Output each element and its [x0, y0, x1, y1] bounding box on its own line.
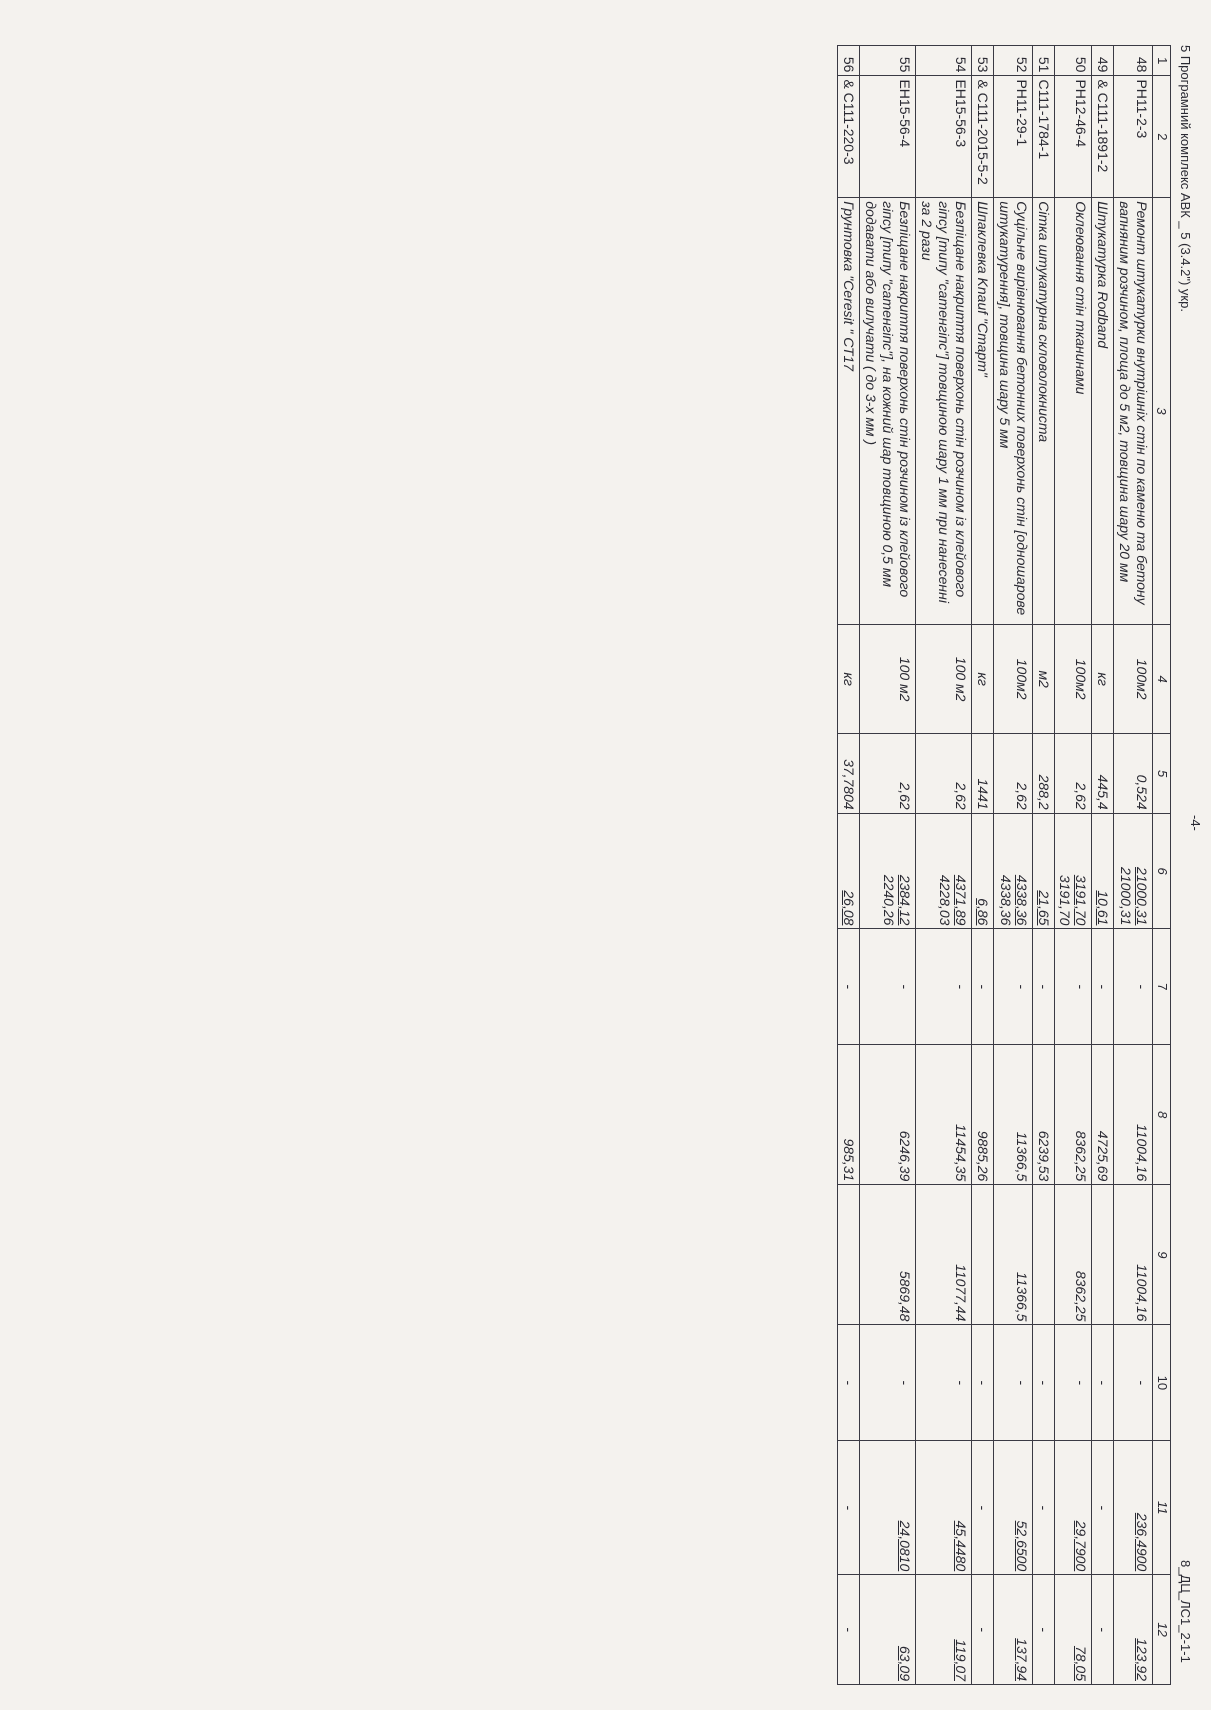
table-row — [1055, 46, 1092, 1685]
resource-code: & С111-220-3 — [838, 76, 860, 198]
table-row — [1114, 46, 1153, 1685]
table-row — [916, 46, 972, 1685]
row-number: 50 — [1055, 46, 1092, 76]
unit: кг — [838, 624, 860, 734]
labor-total: - — [1033, 1575, 1055, 1685]
table-row — [1092, 46, 1114, 1685]
quantity: 2,62 — [916, 734, 972, 813]
labor-total: 78,05 — [1055, 1575, 1092, 1685]
row-number: 54 — [916, 46, 972, 76]
work-description: Сітка штукатурна скловолокниста — [1033, 198, 1055, 625]
unit-cost — [972, 813, 994, 929]
labor-total: - — [1092, 1575, 1114, 1685]
unit-cost-total: 6,86 — [975, 898, 991, 926]
col7-value: - — [994, 929, 1033, 1045]
labor-total: 123,92 — [1114, 1575, 1153, 1685]
col-header: 10 — [1153, 1325, 1171, 1441]
estimate-table — [837, 45, 1171, 1685]
labor-per-unit: - — [972, 1441, 994, 1575]
unit-cost-total: 4371,89 — [953, 874, 969, 926]
unit-cost — [1114, 813, 1153, 929]
col-header: 4 — [1153, 624, 1171, 734]
col-header: 7 — [1153, 929, 1171, 1045]
unit-cost-total: 21000,31 — [1134, 867, 1150, 926]
unit-cost — [1033, 813, 1055, 929]
labor-per-unit: - — [1092, 1441, 1114, 1575]
resource-code: РН11-29-1 — [994, 76, 1033, 198]
labor-total: - — [972, 1575, 994, 1685]
unit: кг — [972, 624, 994, 734]
labor-per-unit: 45,4480 — [916, 1441, 972, 1575]
row-number: 55 — [860, 46, 916, 76]
row-number: 48 — [1114, 46, 1153, 76]
labor-total: 63,09 — [860, 1575, 916, 1685]
unit-cost — [916, 813, 972, 929]
resource-code: & С111-2015-5-2 — [972, 76, 994, 198]
total-cost: 9885,26 — [972, 1045, 994, 1185]
unit-cost-total: 21,65 — [1036, 890, 1052, 926]
unit: кг — [1092, 624, 1114, 734]
table-row — [994, 46, 1033, 1685]
resource-code: РН11-2-3 — [1114, 76, 1153, 198]
unit-cost-wages: 21000,31 — [1118, 867, 1134, 926]
unit-cost — [860, 813, 916, 929]
labor-total: 137,94 — [994, 1575, 1033, 1685]
col-header: 8 — [1153, 1045, 1171, 1185]
labor-per-unit: - — [1033, 1441, 1055, 1575]
col10-value: - — [1033, 1325, 1055, 1441]
col-header: 6 — [1153, 813, 1171, 929]
wages-cost — [972, 1185, 994, 1325]
unit: 100 м2 — [860, 624, 916, 734]
unit-cost-total: 10,61 — [1095, 890, 1111, 926]
row-number: 51 — [1033, 46, 1055, 76]
col7-value: - — [972, 929, 994, 1045]
col10-value: - — [916, 1325, 972, 1441]
unit-cost — [994, 813, 1033, 929]
wages-cost: 8362,25 — [1055, 1185, 1092, 1325]
labor-per-unit: 24,0810 — [860, 1441, 916, 1575]
col10-value: - — [838, 1325, 860, 1441]
col7-value: - — [838, 929, 860, 1045]
labor-per-unit: 29,7900 — [1055, 1441, 1092, 1575]
wages-cost: 11004,16 — [1114, 1185, 1153, 1325]
labor-total: 119,07 — [916, 1575, 972, 1685]
quantity: 288,2 — [1033, 734, 1055, 813]
col10-value: - — [1055, 1325, 1092, 1441]
unit: 100м2 — [1114, 624, 1153, 734]
unit-cost-total: 26,08 — [841, 890, 857, 926]
table-row — [972, 46, 994, 1685]
quantity: 2,62 — [1055, 734, 1092, 813]
col10-value: - — [972, 1325, 994, 1441]
table-row — [838, 46, 860, 1685]
col10-value: - — [1092, 1325, 1114, 1441]
col10-value: - — [860, 1325, 916, 1441]
column-number-row — [1153, 46, 1171, 1685]
work-description: Безпіщане накриття поверхонь стін розчином із клейового гіпсу [типу "сатенгіпс"] товщиною шару 1 мм при нанесенні за 2 рази — [916, 198, 972, 625]
quantity: 37,7804 — [838, 734, 860, 813]
total-cost: 4725,69 — [1092, 1045, 1114, 1185]
wages-cost: 11366,5 — [994, 1185, 1033, 1325]
total-cost: 11454,35 — [916, 1045, 972, 1185]
unit-cost — [838, 813, 860, 929]
wages-cost — [838, 1185, 860, 1325]
col7-value: - — [916, 929, 972, 1045]
col-header: 2 — [1153, 76, 1171, 198]
resource-code: РН12-46-4 — [1055, 76, 1092, 198]
total-cost: 6239,53 — [1033, 1045, 1055, 1185]
unit-cost-total: 2384,12 — [897, 874, 913, 926]
work-description: Суцільне вирівнювання бетонних поверхонь стін [одношарове штукатурення], товщина шару 5 мм — [994, 198, 1033, 625]
labor-per-unit: - — [838, 1441, 860, 1575]
resource-code: С111-1784-1 — [1033, 76, 1055, 198]
unit-cost — [1092, 813, 1114, 929]
total-cost: 6246,39 — [860, 1045, 916, 1185]
col10-value: - — [1114, 1325, 1153, 1441]
work-description: Оклеювання стін тканинами — [1055, 198, 1092, 625]
total-cost: 8362,25 — [1055, 1045, 1092, 1185]
col-header: 3 — [1153, 198, 1171, 625]
work-description: Шпаклевка Knauf "Старт" — [972, 198, 994, 625]
unit: 100 м2 — [916, 624, 972, 734]
wages-cost: 5869,48 — [860, 1185, 916, 1325]
unit-cost-wages: 2240,26 — [881, 874, 897, 926]
doc-code: 8_ДЦ_ЛС1_2-1-1 — [1178, 1560, 1193, 1663]
table-row — [1033, 46, 1055, 1685]
work-description: Штукатурка Rodband — [1092, 198, 1114, 625]
work-description: Безпіщане накриття поверхонь стін розчином із клейового гіпсу [типу "сатенгіпс"], на кожний шар товщиною 0,5 мм додавати або вилучати ( до 3-х мм ) — [860, 198, 916, 625]
resource-code: & С111-1891-2 — [1092, 76, 1114, 198]
program-label: 5 Програмний комплекс АВК _ 5 (3.4.2") укр. — [1178, 45, 1193, 312]
quantity: 2,62 — [994, 734, 1033, 813]
unit: 100м2 — [1055, 624, 1092, 734]
col7-value: - — [1092, 929, 1114, 1045]
labor-per-unit: 52,6500 — [994, 1441, 1033, 1575]
table-row — [860, 46, 916, 1685]
wages-cost — [1092, 1185, 1114, 1325]
row-number: 53 — [972, 46, 994, 76]
unit: 100м2 — [994, 624, 1033, 734]
wages-cost: 11077,44 — [916, 1185, 972, 1325]
quantity: 1441 — [972, 734, 994, 813]
total-cost: 11004,16 — [1114, 1045, 1153, 1185]
quantity: 2,62 — [860, 734, 916, 813]
unit-cost-wages: 4338,36 — [998, 874, 1014, 926]
col7-value: - — [860, 929, 916, 1045]
row-number: 56 — [838, 46, 860, 76]
work-description: Ремонт штукатурки внутрішніх стін по каменю та бетону вапняним розчином, площа до 5 м2, товщина шару 20 мм — [1114, 198, 1153, 625]
col-header: 5 — [1153, 734, 1171, 813]
unit-cost-total: 4338,36 — [1014, 874, 1030, 926]
labor-total: - — [838, 1575, 860, 1685]
total-cost: 11366,5 — [994, 1045, 1033, 1185]
col10-value: - — [994, 1325, 1033, 1441]
resource-code: ЕН15-56-3 — [916, 76, 972, 198]
col-header: 12 — [1153, 1575, 1171, 1685]
wages-cost — [1033, 1185, 1055, 1325]
col7-value: - — [1033, 929, 1055, 1045]
col7-value: - — [1114, 929, 1153, 1045]
work-description: Грунтовка "Ceresit " СТ17 — [838, 198, 860, 625]
labor-per-unit: 236,4900 — [1114, 1441, 1153, 1575]
unit-cost-wages: 3191,70 — [1057, 874, 1073, 926]
total-cost: 985,31 — [838, 1045, 860, 1185]
row-number: 49 — [1092, 46, 1114, 76]
quantity: 445,4 — [1092, 734, 1114, 813]
unit-cost-total: 3191,70 — [1073, 874, 1089, 926]
col7-value: - — [1055, 929, 1092, 1045]
unit-cost-wages: 4228,03 — [937, 874, 953, 926]
col-header: 9 — [1153, 1185, 1171, 1325]
quantity: 0,524 — [1114, 734, 1153, 813]
unit: м2 — [1033, 624, 1055, 734]
page-number: -4- — [1188, 815, 1203, 831]
row-number: 52 — [994, 46, 1033, 76]
resource-code: ЕН15-56-4 — [860, 76, 916, 198]
col-header: 1 — [1153, 46, 1171, 76]
col-header: 11 — [1153, 1441, 1171, 1575]
unit-cost — [1055, 813, 1092, 929]
